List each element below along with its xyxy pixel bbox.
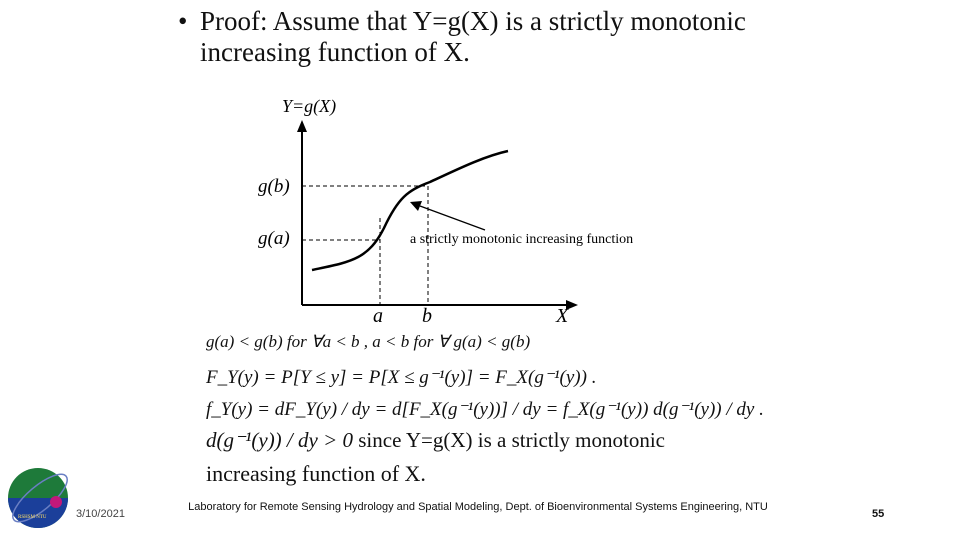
monotonic-function-graph — [250, 90, 690, 330]
g-b-label: g(b) — [258, 176, 290, 197]
y-axis-label: Y=g(X) — [282, 96, 337, 116]
page-number: 55 — [872, 508, 885, 520]
bullet-symbol: • — [178, 6, 188, 36]
y-axis-arrow — [297, 120, 307, 132]
function-curve — [312, 151, 508, 270]
equation-conclusion: increasing function of X. — [206, 461, 426, 486]
a-label: a — [373, 305, 383, 327]
bullet-text: Proof: Assume that Y=g(X) is a strictly monotonic increasing function of X. — [200, 6, 746, 67]
slide-date: 3/10/2021 — [76, 508, 125, 520]
g-a-label: g(a) — [258, 228, 290, 249]
b-label: b — [422, 305, 432, 327]
annotation-text: a strictly monotonic increasing function — [410, 232, 634, 247]
annotation-arrow — [420, 206, 485, 230]
equation-derivative — [206, 428, 665, 453]
footer-text: Laboratory for Remote Sensing Hydrology and Spatial Modeling, Dept. of Bioenvironmental Systems Engineering, NTU — [188, 501, 768, 513]
logo-text: RSHSM NTU — [18, 515, 47, 520]
derivative-text: since Y=g(X) is a strictly monotonic — [353, 428, 666, 452]
equation-pdf: f_Y(y) = dF_Y(y) / dy = d[F_X(g⁻¹(y))] / dy = f_X(g⁻¹(y)) d(g⁻¹(y)) / dy . — [206, 399, 764, 420]
x-axis-label: X — [556, 305, 569, 327]
logo-dot — [50, 496, 62, 508]
derivative-math: d(g⁻¹(y)) / dy > 0 — [206, 428, 353, 452]
lab-logo — [4, 460, 74, 535]
equation-monotonic-definition: g(a) < g(b) for ∀a < b , a < b for ∀ g(a) < g(b) — [206, 332, 531, 351]
equation-cdf: F_Y(y) = P[Y ≤ y] = P[X ≤ g⁻¹(y)] = F_X(g⁻¹(y)) . — [206, 367, 597, 388]
